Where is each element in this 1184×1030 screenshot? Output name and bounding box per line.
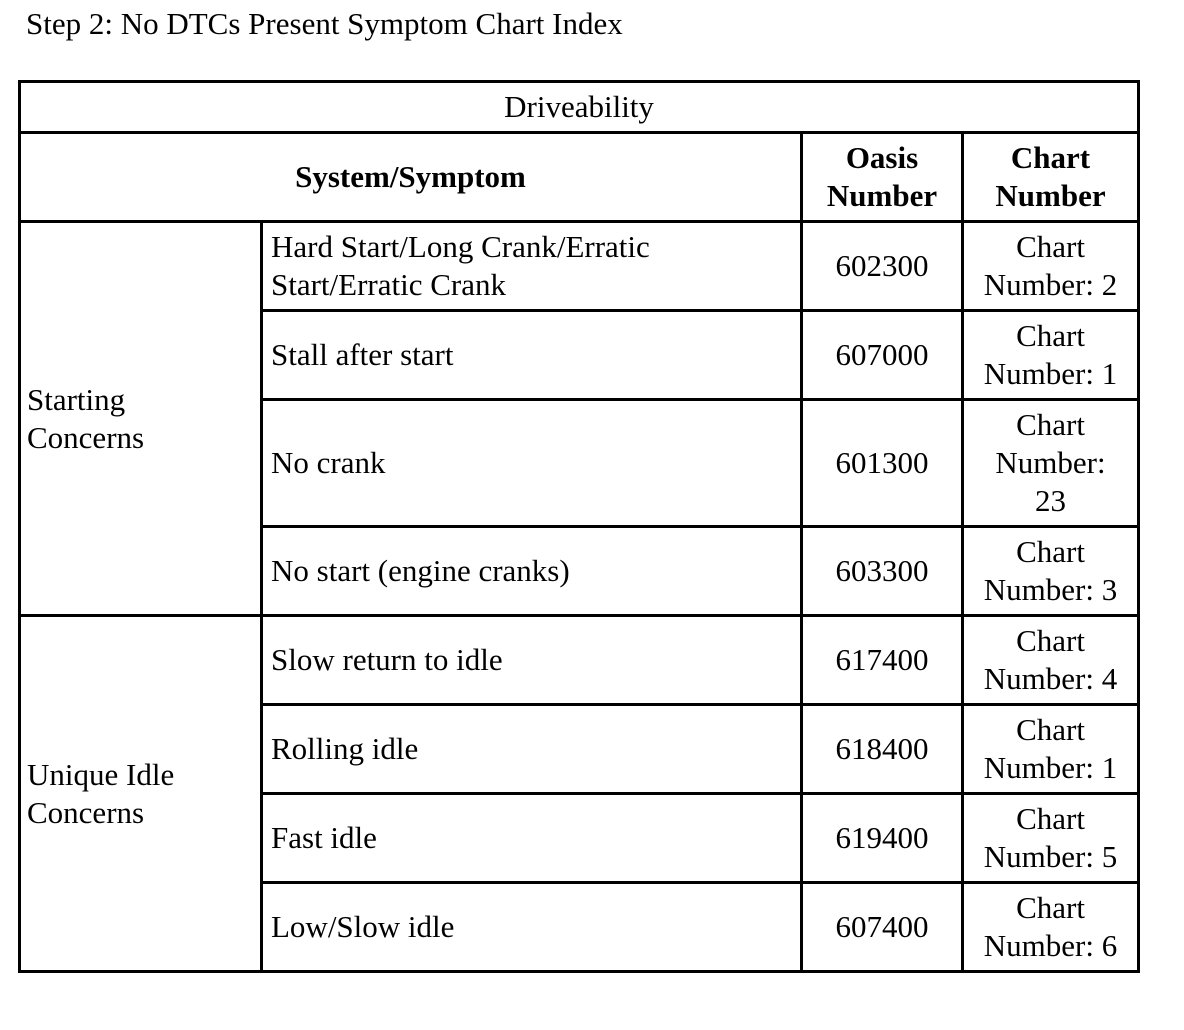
symptom-chart-table — [18, 80, 1140, 973]
oasis-number-cell: 601300 — [802, 400, 963, 527]
header-oasis-number — [802, 133, 963, 222]
table-banner: Driveability — [20, 82, 1139, 133]
header-chart-line1: Chart — [1010, 140, 1091, 175]
symptom-line1: Hard Start/Long Crank/Erratic — [271, 229, 650, 264]
chart-line2: Number: 2 — [983, 267, 1118, 302]
chart-line1: Chart — [1016, 407, 1085, 442]
symptom-cell — [262, 222, 802, 311]
symptom-cell: Rolling idle — [262, 705, 802, 794]
chart-line2: Number: 1 — [983, 356, 1118, 391]
chart-line1: Chart — [1016, 890, 1085, 925]
chart-line1: Chart — [1016, 318, 1085, 353]
chart-line1: Chart — [1016, 623, 1085, 658]
symptom-cell: Slow return to idle — [262, 616, 802, 705]
chart-line1: Chart — [1016, 534, 1085, 569]
chart-line1: Chart — [1016, 712, 1085, 747]
symptom-cell: No start (engine cranks) — [262, 527, 802, 616]
chart-line1: Chart — [1016, 229, 1085, 264]
oasis-number-cell: 618400 — [802, 705, 963, 794]
chart-number-cell — [963, 400, 1139, 527]
oasis-number-cell: 619400 — [802, 794, 963, 883]
group-label-line1: Starting — [27, 381, 126, 417]
chart-number-cell — [963, 705, 1139, 794]
header-oasis-line1: Oasis — [845, 140, 919, 175]
table-header-row — [20, 133, 1139, 222]
oasis-number-cell: 603300 — [802, 527, 963, 616]
oasis-number-cell: 602300 — [802, 222, 963, 311]
chart-number-cell — [963, 883, 1139, 972]
table-row — [20, 222, 1139, 311]
chart-line2: Number: 4 — [983, 661, 1118, 696]
group-label-line1: Unique Idle — [27, 756, 175, 792]
chart-line3: 23 — [1035, 483, 1067, 518]
group-unique-idle-concerns — [20, 616, 262, 972]
symptom-cell: No crank — [262, 400, 802, 527]
chart-line2: Number: 5 — [983, 839, 1118, 874]
table-banner-row — [20, 82, 1139, 133]
oasis-number-cell: 607400 — [802, 883, 963, 972]
chart-line1: Chart — [1016, 801, 1085, 836]
oasis-number-cell: 607000 — [802, 311, 963, 400]
header-chart-line2: Number — [995, 178, 1106, 213]
chart-line2: Number: 3 — [983, 572, 1118, 607]
symptom-line2: Start/Erratic Crank — [271, 267, 506, 302]
symptom-cell: Fast idle — [262, 794, 802, 883]
group-starting-concerns — [20, 222, 262, 616]
chart-line2: Number: 1 — [983, 750, 1118, 785]
page-heading: Step 2: No DTCs Present Symptom Chart Index — [26, 6, 623, 41]
symptom-cell: Stall after start — [262, 311, 802, 400]
oasis-number-cell: 617400 — [802, 616, 963, 705]
chart-number-cell — [963, 311, 1139, 400]
chart-line2: Number: — [995, 445, 1106, 480]
table-row — [20, 616, 1139, 705]
chart-number-cell — [963, 794, 1139, 883]
group-label-line2: Concerns — [27, 794, 145, 830]
chart-number-cell — [963, 527, 1139, 616]
header-oasis-line2: Number — [826, 178, 938, 213]
chart-number-cell — [963, 222, 1139, 311]
chart-line2: Number: 6 — [983, 928, 1118, 963]
header-system-symptom: System/Symptom — [20, 133, 802, 222]
symptom-cell: Low/Slow idle — [262, 883, 802, 972]
group-label-line2: Concerns — [27, 419, 145, 455]
header-chart-number — [963, 133, 1139, 222]
chart-number-cell — [963, 616, 1139, 705]
